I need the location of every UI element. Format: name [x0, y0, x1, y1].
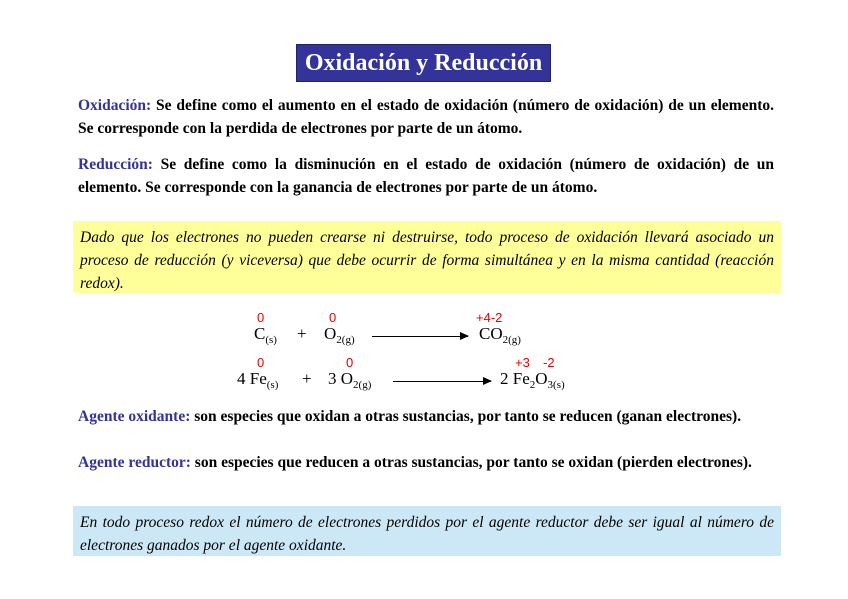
definition-oxidacion-text: Se define como el aumento en el estado de oxidación (número de oxidación) de un elemento. Se corresponde con la perdida de electrones por parte de un átomo. — [78, 97, 774, 137]
definition-agente-reductor-text: son especies que reducen a otras sustancias, por tanto se oxidan (pierden electrones). — [190, 454, 752, 471]
term-reduccion: Reducción: — [78, 156, 153, 173]
term-agente-oxidante: Agente oxidante: — [78, 408, 191, 425]
term-agente-reductor: Agente reductor: — [78, 454, 191, 471]
reactant-c: $C_{(s)}$ — [254, 324, 277, 346]
definition-oxidacion — [78, 94, 774, 140]
definition-reduccion — [78, 153, 774, 199]
definition-agente-reductor — [78, 451, 774, 474]
ox-number-fe: 0 — [257, 355, 265, 370]
definition-reduccion-text: Se define como la disminución en el estado de oxidación (número de oxidación) de un elemento. Se corresponde con la ganancia de electrones por parte de un átomo. — [78, 156, 774, 196]
reaction-arrow — [372, 336, 468, 337]
page-title: Oxidación y Reducción — [296, 44, 551, 82]
note-conservation-electrons: Dado que los electrones no pueden crearse ni destruirse, todo proceso de oxidación llevará asociado un proceso de reducción (y viceversa) que debe ocurrir de forma simultánea y en la misma cantidad (reacción redox). — [73, 221, 781, 293]
ox-number-o2: 0 — [329, 310, 337, 325]
ox-number-co2: +4-2 — [476, 310, 503, 325]
product-co2: $CO_{2(g)}$ — [479, 324, 521, 346]
reactant-fe: 4 $Fe_{(s)}$ — [237, 369, 279, 391]
plus-sign: + — [302, 369, 312, 388]
ox-number-fe2o3-o: -2 — [543, 355, 555, 370]
reactant-o2: 3 $O_{2(g)}$ — [328, 369, 372, 391]
ox-number-c: 0 — [257, 310, 265, 325]
definition-agente-oxidante-text: son especies que oxidan a otras sustancias, por tanto se reducen (ganan electrones). — [190, 408, 742, 425]
ox-number-fe2o3-fe: +3 — [515, 355, 530, 370]
note-electron-balance: En todo proceso redox el número de electrones perdidos por el agente reductor debe ser igual al número de electrones ganados por el agente oxidante. — [73, 506, 781, 556]
reaction-arrow — [393, 381, 491, 382]
ox-number-o2: 0 — [346, 355, 354, 370]
product-fe2o3: 2 $Fe_2O_{3(s)}$ — [500, 369, 565, 391]
reactant-o2: $O_{2(g)}$ — [324, 324, 355, 346]
term-oxidacion: Oxidación: — [78, 97, 152, 114]
plus-sign: + — [297, 324, 307, 343]
definition-agente-oxidante — [78, 405, 774, 428]
